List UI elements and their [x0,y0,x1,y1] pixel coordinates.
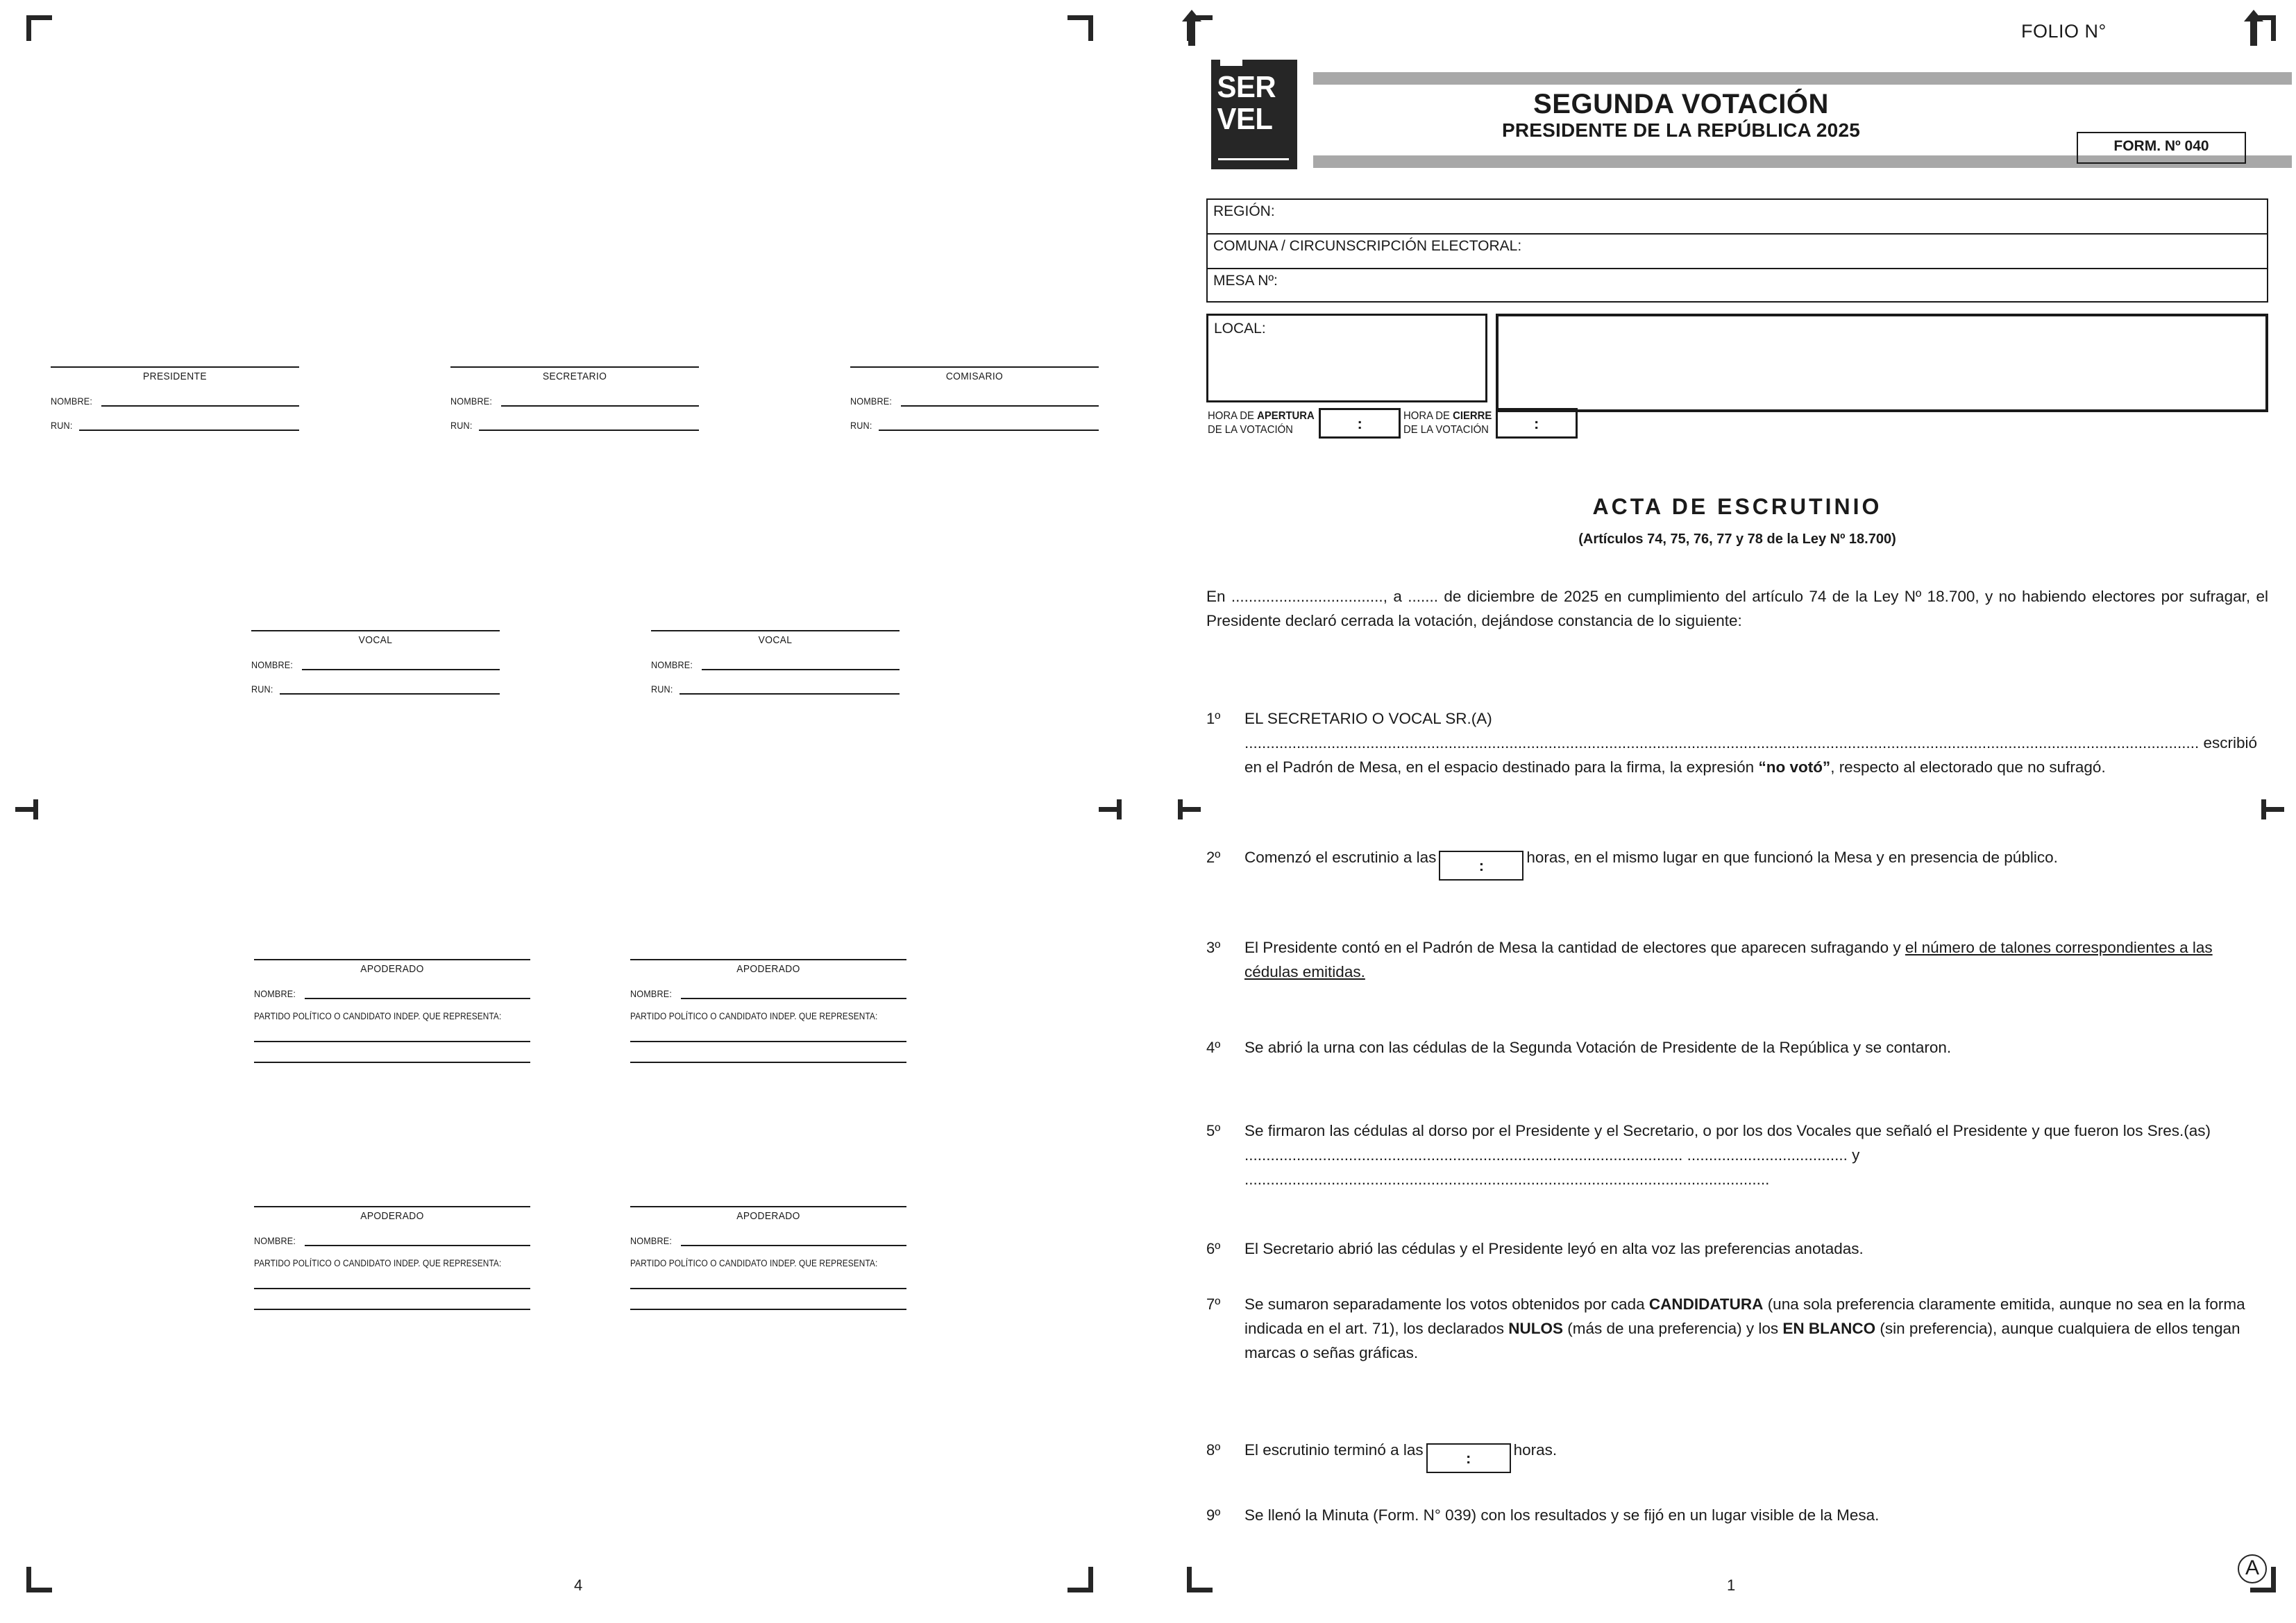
title-line-2: PRESIDENTE DE LA REPÚBLICA 2025 [1501,119,1860,141]
acta-title: ACTA DE ESCRUTINIO [1592,494,1882,519]
signature-role-label: VOCAL [758,634,793,646]
nombre-field-presidente[interactable] [51,396,299,407]
signature-line [254,1206,530,1207]
run-label: RUN: [251,683,273,695]
clause-1-text-c: , respecto al electorado que no sufragó. [1830,758,2106,776]
observations-box[interactable] [1496,314,2268,412]
signature-role-label: PRESIDENTE [143,371,207,382]
servel-logo-line1: SER [1217,70,1276,104]
clause-8-time-input[interactable]: : [1426,1443,1511,1473]
comuna-field[interactable] [1208,235,2267,269]
run-label: RUN: [850,420,872,431]
partido-input-line-2[interactable] [254,1309,530,1310]
partido-input-line-1[interactable] [630,1288,906,1289]
clause-3 [1206,935,2268,984]
clause-1-body [1244,706,2268,779]
folio-label: FOLIO N° [2021,21,2107,42]
page-number-right: 1 [1727,1577,1736,1594]
partido-label: PARTIDO POLÍTICO O CANDIDATO INDEP. QUE REPRESENTA: [630,1258,878,1268]
clause-5-body: Se firmaron las cédulas al dorso por el Presidente y el Secretario, o por los dos Vocales que señaló el Presidente y que fueron los Sres.(as) ..................................................................................................... ..................................... y ......................................................................................................................... [1244,1122,2211,1188]
signature-line [630,1206,906,1207]
orientation-arrow-left-icon [1180,8,1204,47]
run-input-line[interactable] [679,684,900,695]
partido-input-line-2[interactable] [630,1062,906,1063]
signature-role-label: APODERADO [360,963,424,975]
run-field-vocal-1[interactable] [251,683,500,695]
clause-2-number: 2º [1206,849,1221,866]
clause-9 [1206,1503,2268,1527]
nombre-input-line[interactable] [101,396,299,407]
nombre-label: NOMBRE: [850,396,893,407]
nombre-field-apoderado-4[interactable] [630,1235,906,1246]
clause-1-text-b: ................................................................................................................... escribió en el Padrón de Mesa, en el espacio destinado para la firma, la expresión [1244,734,2258,776]
signature-block-vocal-2 [651,630,900,695]
nombre-field-vocal-1[interactable] [251,659,500,670]
nombre-label: NOMBRE: [51,396,93,407]
crop-mark-left-page-bottom-right [1067,1567,1093,1592]
mesa-label: MESA Nº: [1213,273,1278,289]
run-field-vocal-2[interactable] [651,683,900,695]
clause-9-body: Se llenó la Minuta (Form. N° 039) con los resultados y se fijó en un lugar visible de la Mesa. [1244,1506,1880,1524]
nombre-field-apoderado-1[interactable] [254,988,530,999]
page-title [1313,89,2049,142]
acta-intro-paragraph: En ..................................., a ....... de diciembre de 2025 en cumplimiento del artículo 74 de la Ley Nº 18.700, y no habiendo electores por sufragar, el Presidente declaró cerrada la votación, dejándose constancia de lo siguiente: [1206,588,2268,629]
nombre-field-apoderado-3[interactable] [254,1235,530,1246]
clause-4-number: 4º [1206,1039,1221,1056]
nombre-input-line[interactable] [305,989,530,999]
clause-7 [1206,1292,2268,1365]
clause-8-text-b: horas. [1513,1441,1558,1459]
nombre-field-vocal-2[interactable] [651,659,900,670]
hora-cierre-line1-plain: HORA DE [1403,410,1453,422]
run-input-line[interactable] [79,420,299,431]
clause-1-number: 1º [1206,710,1221,727]
nombre-field-comisario[interactable] [850,396,1099,407]
signature-block-apoderado-4 [630,1206,906,1310]
logo-underbar [1218,158,1289,160]
clause-3-number: 3º [1206,939,1221,956]
clause-7-text-a: Se sumaron separadamente los votos obtenidos por cada [1244,1295,1649,1313]
partido-input-line-1[interactable] [254,1288,530,1289]
run-field-comisario[interactable] [850,420,1099,431]
signature-line [850,366,1099,368]
registration-mark-right-edge [2261,799,2284,819]
crop-mark-bottom-left [26,1567,52,1592]
clause-7-bold-b: NULOS [1508,1320,1563,1337]
nombre-input-line[interactable] [681,1236,906,1246]
signature-line [630,959,906,960]
section-mark-a: A [2238,1554,2267,1583]
partido-input-line-1[interactable] [630,1041,906,1042]
crop-mark-top-left [26,15,52,41]
signature-block-secretario [450,366,699,431]
clause-6-body: El Secretario abrió las cédulas y el Presidente leyó en alta voz las preferencias anotadas. [1244,1240,1864,1257]
nombre-input-line[interactable] [681,989,906,999]
nombre-input-line[interactable] [702,660,900,670]
clause-5 [1206,1119,2268,1191]
comuna-label: COMUNA / CIRCUNSCRIPCIÓN ELECTORAL: [1213,238,1522,254]
form-number-badge: FORM. Nº 040 [2077,132,2246,164]
signature-line [651,630,900,631]
signature-block-apoderado-1 [254,959,530,1063]
nombre-input-line[interactable] [501,396,699,407]
nombre-label: NOMBRE: [254,1235,296,1246]
nombre-label: NOMBRE: [251,659,294,670]
clause-7-text-b: (una sola preferencia claramente emitida, aunque no sea en la forma indicada en el art. 71), los declarados [1244,1295,2245,1337]
nombre-label: NOMBRE: [630,1235,673,1246]
nombre-label: NOMBRE: [254,988,296,999]
clause-8-number: 8º [1206,1441,1221,1459]
registration-mark-left-edge [15,799,38,819]
crop-mark-left-page-top-right [1067,15,1093,41]
signature-line [51,366,299,368]
acta-subtitle: (Artículos 74, 75, 76, 77 y 78 de la Ley Nº 18.700) [1578,532,1896,547]
partido-label: PARTIDO POLÍTICO O CANDIDATO INDEP. QUE REPRESENTA: [254,1258,502,1268]
crop-mark-right-page-bottom-left [1187,1567,1213,1592]
partido-label: PARTIDO POLÍTICO O CANDIDATO INDEP. QUE REPRESENTA: [254,1011,502,1021]
nombre-input-line[interactable] [901,396,1099,407]
signature-role-label: VOCAL [358,634,393,646]
clause-7-number: 7º [1206,1295,1221,1313]
nombre-label: NOMBRE: [630,988,673,999]
clause-1-bold-b: “no votó” [1758,758,1831,776]
signature-role-label: COMISARIO [945,371,1004,382]
signature-block-presidente [51,366,299,431]
page-number-left: 4 [574,1577,583,1594]
clause-2-text-b: horas, en el mismo lugar en que funcionó la Mesa y en presencia de público. [1526,849,2058,866]
servel-logo-line2: VEL [1217,102,1273,136]
run-input-line[interactable] [879,420,1099,431]
local-label: LOCAL: [1214,321,1266,337]
clause-4 [1206,1035,2268,1060]
clause-2 [1206,845,2268,881]
clause-8-body [1244,1438,2268,1473]
registration-mark-left-page-right [1099,799,1122,819]
registration-mark-right-page-left [1178,799,1201,819]
servel-logo [1211,60,1297,169]
signature-block-comisario [850,366,1099,431]
run-label: RUN: [450,420,473,431]
header-gray-bar-top [1313,72,2292,85]
run-label: RUN: [51,420,73,431]
signature-role-label: APODERADO [736,963,800,975]
clause-7-body [1244,1292,2268,1365]
nombre-label: NOMBRE: [450,396,493,407]
mesa-field[interactable] [1208,269,2267,301]
identification-fields [1206,198,2268,303]
hora-apertura-label [1208,409,1315,437]
nombre-field-apoderado-2[interactable] [630,988,906,999]
run-label: RUN: [651,683,673,695]
nombre-input-line[interactable] [305,1236,530,1246]
run-input-line[interactable] [479,420,699,431]
region-label: REGIÓN: [1213,203,1275,219]
clause-7-text-c: (más de una preferencia) y los [1562,1320,1783,1337]
partido-label: PARTIDO POLÍTICO O CANDIDATO INDEP. QUE REPRESENTA: [630,1011,878,1021]
clause-2-time-input[interactable]: : [1439,851,1523,881]
signature-block-apoderado-3 [254,1206,530,1310]
clause-3-body [1244,935,2268,984]
clause-1-text-a: EL SECRETARIO O VOCAL SR.(A) ......................................................................................................... [1244,710,1700,751]
clause-3-text-a: El Presidente contó en el Padrón de Mesa la cantidad de electores que aparecen sufragando y [1244,939,1905,956]
clause-3-underline: el número de talones correspondientes a las cédulas emitidas. [1244,939,2213,980]
signature-role-label: APODERADO [360,1210,424,1222]
partido-input-line-2[interactable] [630,1309,906,1310]
hora-apertura-line1-bold: APERTURA [1257,410,1315,422]
hora-cierre-line1-bold: CIERRE [1453,410,1492,422]
clause-4-body: Se abrió la urna con las cédulas de la Segunda Votación de Presidente de la República y se contaron. [1244,1039,1952,1056]
region-field[interactable] [1208,200,2267,235]
clause-1 [1206,706,2268,779]
hora-apertura-line1-plain: HORA DE [1208,410,1258,422]
clause-2-body [1244,845,2268,881]
hora-apertura-input[interactable]: : [1319,408,1401,439]
clause-6 [1206,1237,2268,1261]
nombre-field-secretario[interactable] [450,396,699,407]
signature-role-label: SECRETARIO [542,371,607,382]
run-field-presidente[interactable] [51,420,299,431]
clause-7-text-d: (sin preferencia), aunque cualquiera de ellos tengan marcas o señas gráficas. [1244,1320,2240,1361]
hora-cierre-line2: DE LA VOTACIÓN [1403,424,1489,436]
signature-line [254,959,530,960]
signature-line [251,630,500,631]
partido-input-line-1[interactable] [254,1041,530,1042]
orientation-arrow-right-icon [2242,8,2265,47]
clause-6-number: 6º [1206,1240,1221,1257]
hora-apertura-line2: DE LA VOTACIÓN [1208,424,1293,436]
partido-input-line-2[interactable] [254,1062,530,1063]
signature-role-label: APODERADO [736,1210,800,1222]
clause-8 [1206,1438,2268,1473]
hora-cierre-label [1403,409,1492,437]
signature-line [450,366,699,368]
hora-apertura-group [1208,408,1401,439]
signature-block-vocal-1 [251,630,500,695]
title-line-1: SEGUNDA VOTACIÓN [1533,89,1829,119]
signature-block-apoderado-2 [630,959,906,1063]
clause-9-number: 9º [1206,1506,1221,1524]
clause-7-bold-c: EN BLANCO [1782,1320,1876,1337]
clause-8-text-a: El escrutinio terminó a las [1244,1441,1424,1459]
run-field-secretario[interactable] [450,420,699,431]
nombre-label: NOMBRE: [651,659,693,670]
nombre-input-line[interactable] [302,660,500,670]
hora-cierre-input[interactable]: : [1496,408,1578,439]
hora-cierre-group [1403,408,1578,439]
run-input-line[interactable] [280,684,500,695]
clause-2-text-a: Comenzó el escrutinio a las [1244,849,1437,866]
clause-5-number: 5º [1206,1122,1221,1139]
local-field[interactable] [1206,314,1487,402]
clause-7-bold-a: CANDIDATURA [1648,1295,1764,1313]
